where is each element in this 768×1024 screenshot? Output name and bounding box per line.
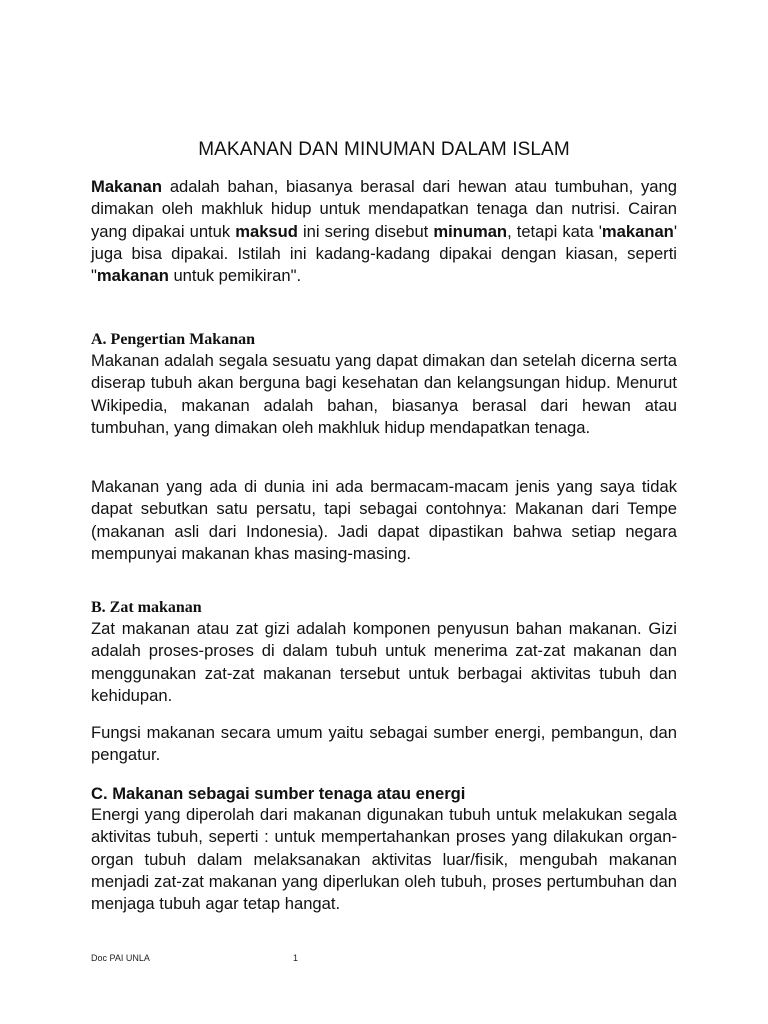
- intro-paragraph: [91, 176, 677, 287]
- document-title: MAKANAN DAN MINUMAN DALAM ISLAM: [198, 139, 570, 160]
- section-c-paragraph-1: Energi yang diperolah dari makanan digunakan tubuh untuk melakukan segala aktivitas tubuh, seperti : untuk mempertahankan proses yang dilakukan organ-organ tubuh dalam melaksanakan aktivitas luar/fisik, mengubah makanan menjadi zat-zat makanan yang diperlukan oleh tubuh, proses pertumbuhan dan menjaga tubuh agar tetap hangat.: [91, 805, 677, 914]
- section-a-heading: A. Pengertian Makanan: [91, 331, 255, 348]
- intro-text-5: untuk pemikiran".: [168, 266, 302, 286]
- section-a-paragraph-1: Makanan adalah segala sesuatu yang dapat dimakan dan setelah dicerna serta diserap tubuh akan berguna bagi kesehatan dan kelangsungan hidup. Menurut Wikipedia, makanan adalah bahan, biasanya berasal dari hewan atau tumbuhan, yang dimakan oleh makhluk hidup mendapatkan tenaga.: [91, 351, 677, 437]
- section-b-paragraph-2: Fungsi makanan secara umum yaitu sebagai sumber energi, pembangun, dan pengatur.: [91, 723, 677, 765]
- intro-text-2: ini sering disebut: [297, 221, 434, 241]
- intro-term-maksud: maksud: [235, 221, 298, 241]
- section-b-heading: B. Zat makanan: [91, 599, 202, 616]
- intro-term-makanan-3: makanan: [96, 266, 169, 286]
- section-c-heading: C. Makanan sebagai sumber tenaga atau energi: [91, 784, 466, 803]
- intro-text-3: , tetapi kata ': [507, 221, 602, 241]
- section-b-paragraph-1: Zat makanan atau zat gizi adalah komponen penyusun bahan makanan. Gizi adalah proses-proses di dalam tubuh untuk menerima zat-zat makanan dan menggunakan zat-zat makanan tersebut untuk berbagai aktivitas tubuh dan kehidupan.: [91, 619, 677, 705]
- intro-term-makanan: Makanan: [91, 177, 163, 196]
- footer-page-number: 1: [293, 953, 299, 963]
- intro-term-minuman: minuman: [433, 221, 508, 241]
- intro-term-makanan-2: makanan: [601, 221, 674, 241]
- footer-source: Doc PAI UNLA: [91, 953, 150, 963]
- section-a-paragraph-2: Makanan yang ada di dunia ini ada bermacam-macam jenis yang saya tidak dapat sebutkan satu persatu, tapi sebagai contohnya: Makanan dari Tempe (makanan asli dari Indonesia). Jadi dapat dipastikan bahwa setiap negara mempunyai makanan khas masing-masing.: [91, 477, 677, 563]
- intro-text-1: adalah bahan, biasanya berasal dari hewan atau tumbuhan, yang dimakan oleh makhluk hidup untuk mendapatkan tenaga dan nutrisi. Cairan yang dipakai untuk: [91, 177, 677, 241]
- intro-text-4: ' juga bisa dipakai. Istilah ini kadang-kadang dipakai dengan kiasan, seperti ": [91, 221, 677, 286]
